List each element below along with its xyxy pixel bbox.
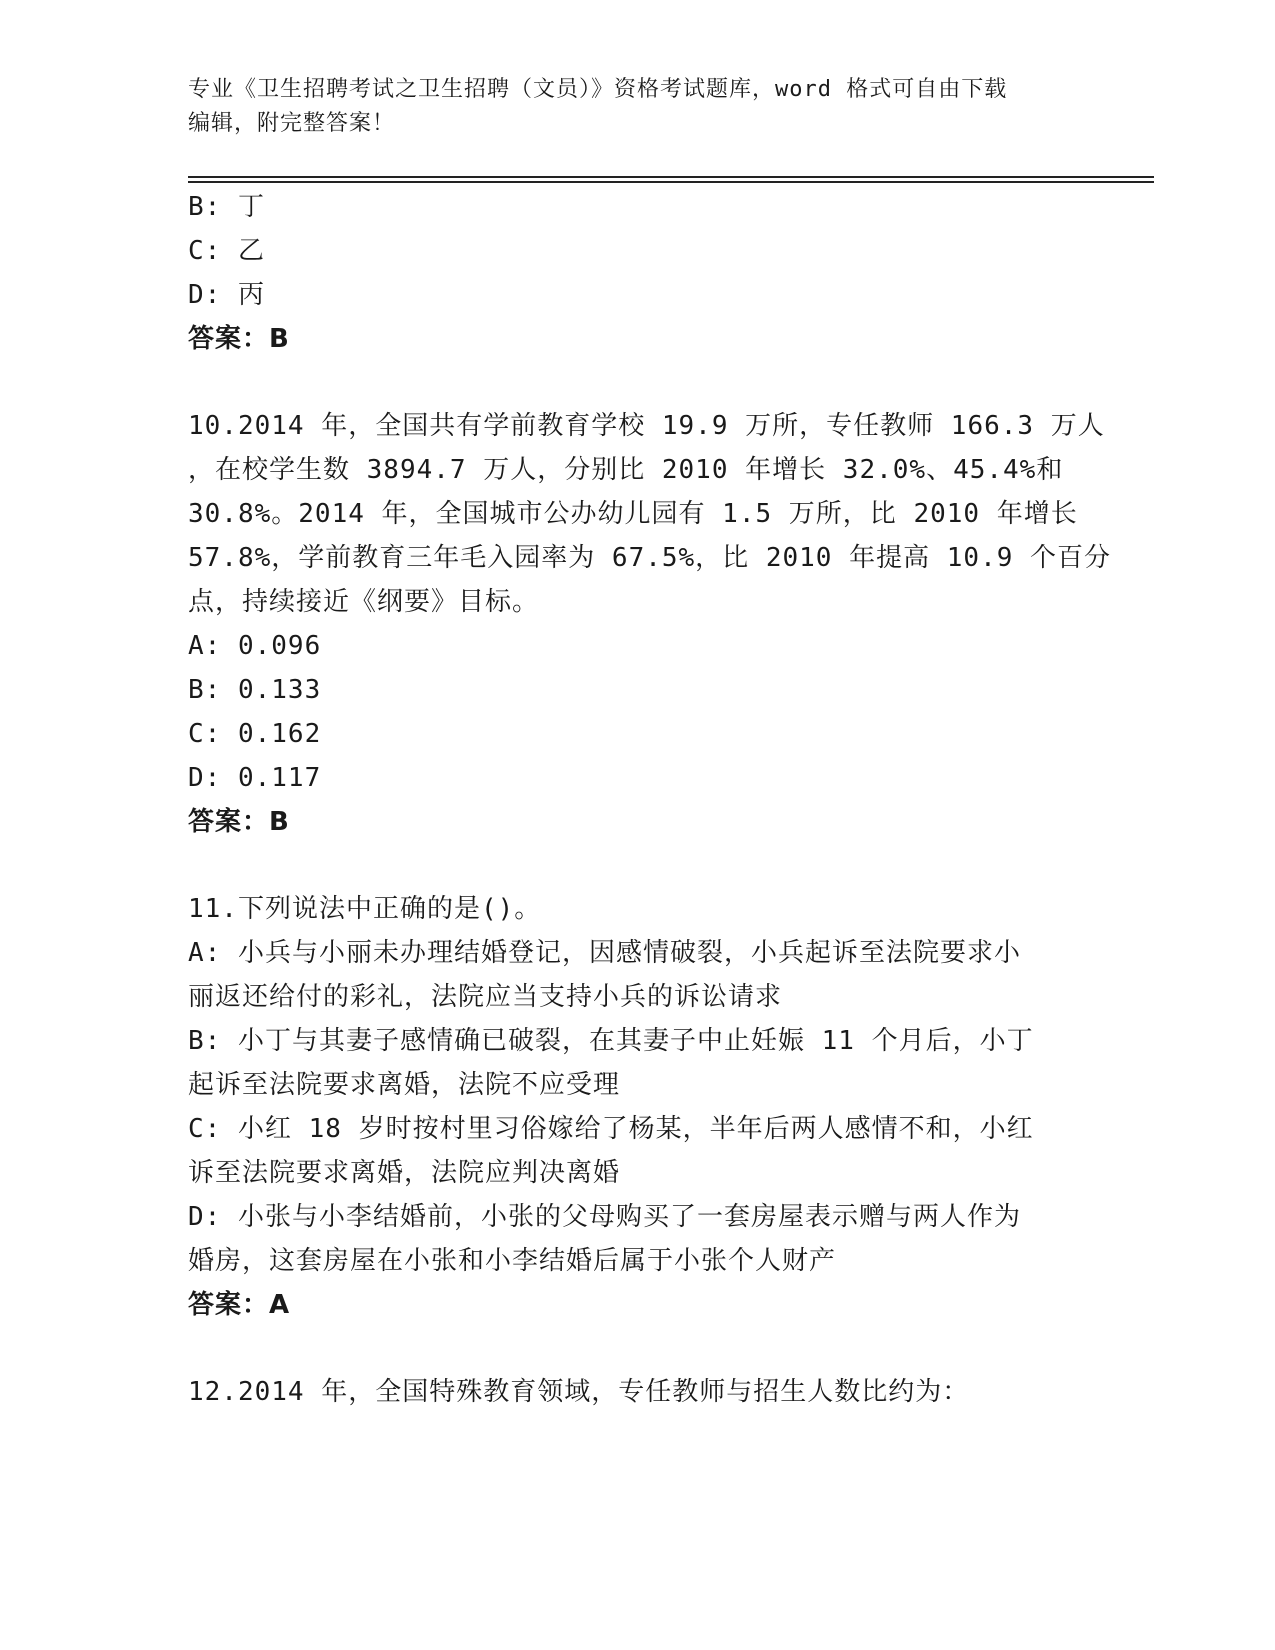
q10-option-a: A: 0.096	[188, 631, 322, 661]
q11-option-a-line-2: 丽返还给付的彩礼，法院应当支持小兵的诉讼请求	[188, 982, 783, 1012]
q9-option-b: B: 丁	[188, 192, 265, 222]
q12-stem: 12.2014 年，全国特殊教育领域，专任教师与招生人数比约为：	[188, 1377, 970, 1407]
q9-option-d: D: 丙	[188, 280, 265, 310]
q10-stem-line-5: 点，持续接近《纲要》目标。	[188, 587, 540, 617]
q11-option-b-line-2: 起诉至法院要求离婚，法院不应受理	[188, 1070, 621, 1100]
q11-option-d-line-2: 婚房，这套房屋在小张和小李结婚后属于小张个人财产	[188, 1246, 837, 1276]
q10-stem-line-4: 57.8%，学前教育三年毛入园率为 67.5%，比 2010 年提高 10.9 个百分	[188, 543, 1112, 573]
q9-option-c: C: 乙	[188, 236, 265, 266]
q11-option-a-line-1: A: 小兵与小丽未办理结婚登记，因感情破裂，小兵起诉至法院要求小	[188, 938, 1021, 968]
q11-option-c-line-1: C: 小红 18 岁时按村里习俗嫁给了杨某，半年后两人感情不和，小红	[188, 1114, 1034, 1144]
q10-stem-line-1: 10.2014 年，全国共有学前教育学校 19.9 万所，专任教师 166.3 万人	[188, 411, 1105, 441]
q10-option-c: C: 0.162	[188, 719, 322, 749]
header-divider-top	[188, 176, 1154, 178]
header-line-1: 专业《卫生招聘考试之卫生招聘（文员）》资格考试题库，word 格式可自由下载	[188, 77, 1008, 102]
q10-stem-line-2: ，在校学生数 3894.7 万人，分别比 2010 年增长 32.0%、45.4%和	[188, 455, 1064, 485]
q11-answer: 答案：A	[188, 1290, 291, 1320]
document-header	[188, 73, 1088, 141]
q11-stem: 11.下列说法中正确的是()。	[188, 894, 542, 924]
q10-stem-line-3: 30.8%。2014 年，全国城市公办幼儿园有 1.5 万所，比 2010 年增长	[188, 499, 1078, 529]
q10-option-d: D: 0.117	[188, 763, 322, 793]
header-divider-bottom	[188, 181, 1154, 183]
q11-option-b-line-1: B: 小丁与其妻子感情确已破裂，在其妻子中止妊娠 11 个月后，小丁	[188, 1026, 1034, 1056]
q11-option-d-line-1: D: 小张与小李结婚前，小张的父母购买了一套房屋表示赠与两人作为	[188, 1202, 1021, 1232]
q9-answer: 答案：B	[188, 324, 290, 354]
header-line-2: 编辑，附完整答案！	[188, 111, 396, 136]
q11-option-c-line-2: 诉至法院要求离婚，法院应判决离婚	[188, 1158, 621, 1188]
q10-option-b: B: 0.133	[188, 675, 322, 705]
q10-answer: 答案：B	[188, 807, 290, 837]
